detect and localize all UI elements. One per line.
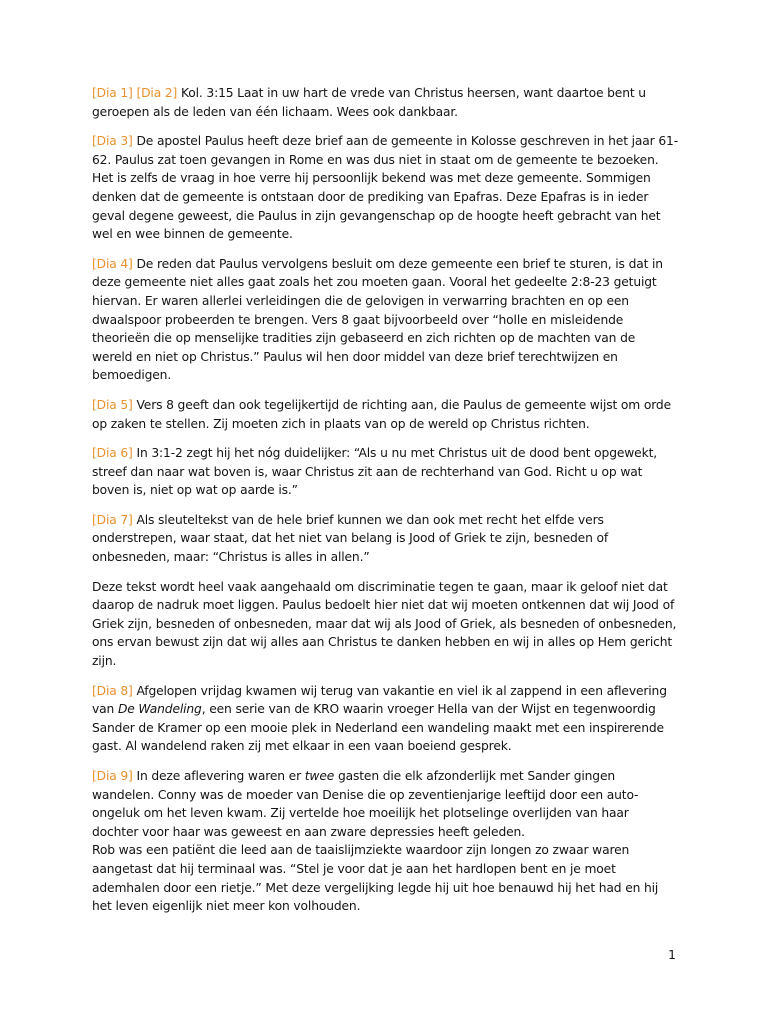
paragraph-text: In 3:1-2 zegt hij het nóg duidelijker: “Als u nu met Christus uit de dood bent opgewekt, streef dan naar wat boven is, waar Christus zit aan de rechterhand van God. Richt u op wat boven is, niet op wat op aarde is.” — [92, 446, 657, 498]
slide-marker: [Dia 6] — [92, 446, 133, 461]
document-body — [92, 84, 678, 927]
paragraph-text: De apostel Paulus heeft deze brief aan de gemeente in Kolosse geschreven in het jaar 61-62. Paulus zat toen gevangen in Rome en was dus niet in staat om de gemeente te bezoeken. Het is zelfs de vraag in hoe verre hij persoonlijk bekend was met deze gemeente. Sommigen denken dat de gemeente is ontstaan door de prediking van Epafras. Deze Epafras is in ieder geval degene geweest, die Paulus in zijn gevangenschap op de hoogte heeft gebracht van het wel en wee binnen de gemeente. — [92, 134, 678, 242]
emphasis-word: twee — [304, 769, 335, 783]
slide-marker: [Dia 7] — [92, 512, 133, 527]
slide-marker: [Dia 2] — [136, 86, 178, 100]
paragraph-dia-4 — [92, 255, 678, 385]
paragraph-dia-1-2 — [92, 84, 678, 121]
paragraph-discriminatie — [92, 578, 678, 671]
paragraph-dia-6 — [92, 444, 678, 500]
paragraph-text: In deze aflevering waren er — [136, 769, 301, 783]
slide-marker: [Dia 1] — [92, 86, 133, 100]
paragraph-text: Als sleuteltekst van de hele brief kunnen we dan ook met recht het elfde vers onderstrepen, waar staat, dat het niet van belang is Jood of Griek te zijn, besneden of onbesneden, maar: “Christus is alles in allen.” — [92, 512, 609, 565]
slide-marker: [Dia 8] — [92, 683, 133, 698]
paragraph-dia-3 — [92, 132, 678, 244]
paragraph-text: Rob was een patiënt die leed aan de taaislijmziekte waardoor zijn longen zo zwaar waren aangetast dat hij terminaal was. “Stel je voor dat je aan het hardlopen bent en je moet ademhalen door een rietje.” Met deze vergelijking legde hij uit hoe benauwd hij het had en hij het leven eigenlijk niet meer kon volhouden. — [92, 843, 659, 914]
paragraph-dia-5 — [92, 396, 678, 433]
paragraph-dia-7 — [92, 511, 678, 567]
paragraph-text: De reden dat Paulus vervolgens besluit om deze gemeente een brief te sturen, is dat in deze gemeente niet alles gaat zoals het zou moeten gaan. Vooral het gedeelte 2:8-23 getuigt hiervan. Er waren allerlei verleidingen die de gelovigen in verwarring brachten en op een dwaalspoor probeerden te brengen. Vers 8 gaat bijvoorbeeld over “holle en misleidende theorieën die op menselijke tradities zijn gebaseerd en zich richten op de machten van de wereld en niet op Christus.” Paulus wil hen door middel van deze brief terechtwijzen en bemoedigen. — [92, 256, 663, 383]
slide-marker: [Dia 3] — [92, 134, 133, 149]
paragraph-rob — [92, 841, 678, 915]
paragraph-dia-8 — [92, 682, 678, 756]
paragraph-text: Deze tekst wordt heel vaak aangehaald om discriminatie tegen te gaan, maar ik geloof niet dat daarop de nadruk moet liggen. Paulus bedoelt hier niet dat wij moeten ontkennen dat wij Jood of Griek zijn, besneden of onbesneden, maar dat wij als Jood of Griek, als besneden of onbesneden, ons ervan bewust zijn dat wij alles aan Christus te danken hebben en wij in alles op Hem gericht zijn. — [92, 579, 677, 669]
paragraph-dia-9 — [92, 767, 678, 841]
slide-marker: [Dia 4] — [92, 256, 133, 271]
page-number: 1 — [668, 948, 676, 962]
paragraph-text: Afgelopen vrijdag kwamen wij terug van vakantie en viel ik al zappend in een aflevering van — [92, 683, 667, 717]
paragraph-text-continued: , een serie van de KRO waarin vroeger Hella van der Wijst en tegenwoordig Sander de Kramer op een mooie plek in Nederland een wandeling maakt met een inspirerende gast. Al wandelend raken zij met elkaar in een vaan boeiend gesprek. — [92, 702, 664, 754]
paragraph-text: Vers 8 geeft dan ook tegelijkertijd de richting aan, die Paulus de gemeente wijst om orde op zaken te stellen. Zij moeten zich in plaats van op de wereld op Christus richten. — [92, 397, 671, 431]
slide-marker: [Dia 9] — [92, 769, 133, 783]
paragraph-text-continued: gasten die elk afzonderlijk met Sander gingen wandelen. Conny was de moeder van Denise die op zeventienjarige leeftijd door een auto-ongeluk om het leven kwam. Zij vertelde hoe moeilijk het plotselinge overlijden van haar dochter voor haar was geweest en aan zware depressies heeft geleden. — [92, 769, 639, 839]
program-title: De Wandeling — [117, 702, 202, 717]
paragraph-text: Kol. 3:15 Laat in uw hart de vrede van Christus heersen, want daartoe bent u geroepen als de leden van één lichaam. Wees ook dankbaar. — [92, 86, 646, 119]
slide-marker: [Dia 5] — [92, 397, 133, 412]
